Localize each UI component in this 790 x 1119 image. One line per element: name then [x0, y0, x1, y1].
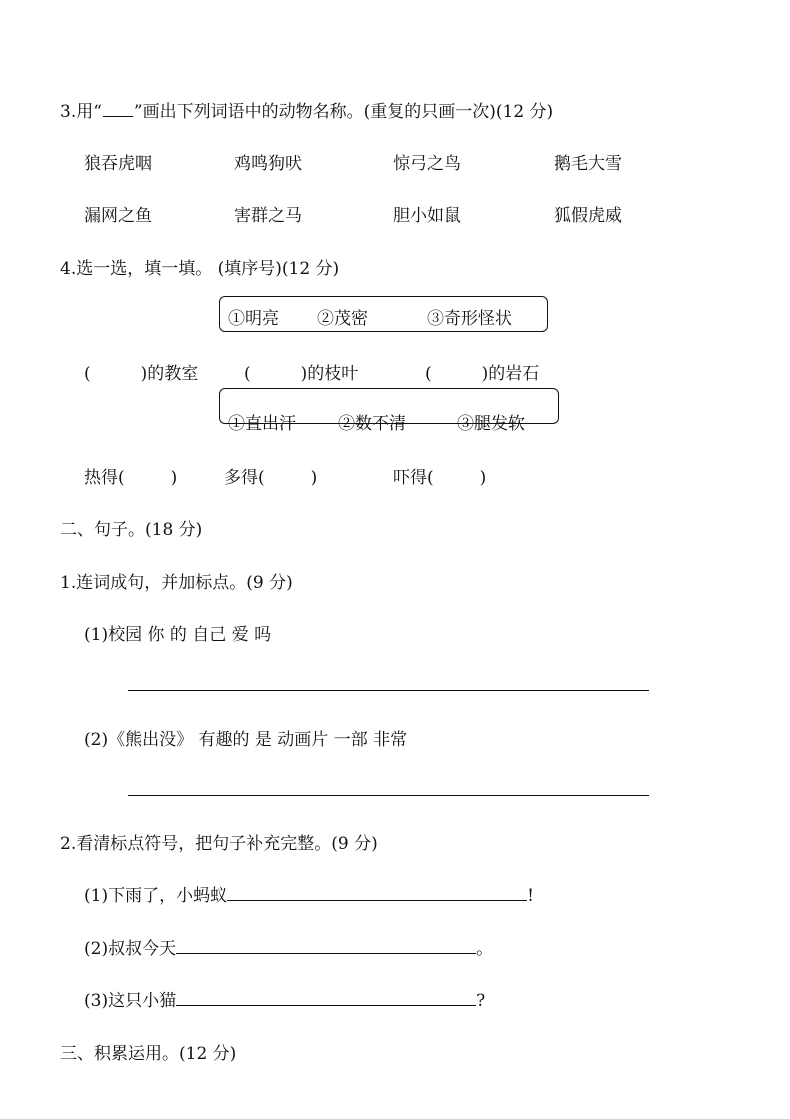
q3-word: 害群之马: [234, 206, 302, 226]
fill-blank-item: 吓得( ): [393, 468, 487, 488]
option-2: ②茂密: [317, 309, 368, 329]
option-3: ③腿发软: [457, 414, 525, 434]
fill-blank-item: 热得( ): [84, 468, 178, 488]
q3-word: 狼吞虎咽: [84, 154, 152, 174]
fill-blank-item: ( )的教室: [84, 364, 199, 384]
answer-blank[interactable]: [176, 989, 476, 1006]
q3-word: 鸡鸣狗吠: [234, 154, 302, 174]
s2-q1-item: (2)《熊出没》 有趣的 是 动画片 一部 非常: [84, 730, 408, 750]
q3-word: 惊弓之鸟: [393, 154, 461, 174]
option-2: ②数不清: [338, 414, 406, 434]
answer-blank[interactable]: [227, 884, 527, 901]
section3-title: 三、积累运用。(12 分): [60, 1044, 237, 1064]
q4-title: 4.选一选，填一填。 (填序号)(12 分): [60, 259, 340, 279]
section2-title: 二、句子。(18 分): [60, 520, 203, 540]
fill-blank-item: ( )的岩石: [425, 364, 540, 384]
q3-word: 狐假虎威: [554, 206, 622, 226]
underline-sample: [103, 102, 133, 117]
q3-word: 鹅毛大雪: [554, 154, 622, 174]
answer-line[interactable]: [128, 690, 649, 691]
s2-q2-item: (3)这只小猫 ?: [84, 991, 486, 1011]
q3-title: 3.用“ ”画出下列词语中的动物名称。(重复的只画一次)(12 分): [60, 102, 554, 122]
word-bank-box: [219, 388, 559, 434]
fill-blank-item: 多得( ): [224, 468, 318, 488]
q3-word: 漏网之鱼: [84, 206, 152, 226]
option-3: ③奇形怪状: [427, 309, 512, 329]
option-1: ①明亮: [228, 309, 279, 329]
s2-q2-item: (2)叔叔今天 。: [84, 939, 494, 959]
q3-word: 胆小如鼠: [393, 206, 461, 226]
fill-blank-item: ( )的枝叶: [244, 364, 359, 384]
answer-line[interactable]: [128, 795, 649, 796]
word-bank-box: [219, 296, 548, 332]
s2-q2-item: (1)下雨了，小蚂蚁 !: [84, 886, 534, 906]
s2-q1-title: 1.连词成句，并加标点。(9 分): [60, 573, 293, 593]
s2-q2-title: 2.看清标点符号，把句子补充完整。(9 分): [60, 834, 378, 854]
option-1: ①直出汗: [228, 414, 296, 434]
s2-q1-item: (1)校园 你 的 自己 爱 吗: [84, 625, 272, 645]
answer-blank[interactable]: [176, 937, 476, 954]
